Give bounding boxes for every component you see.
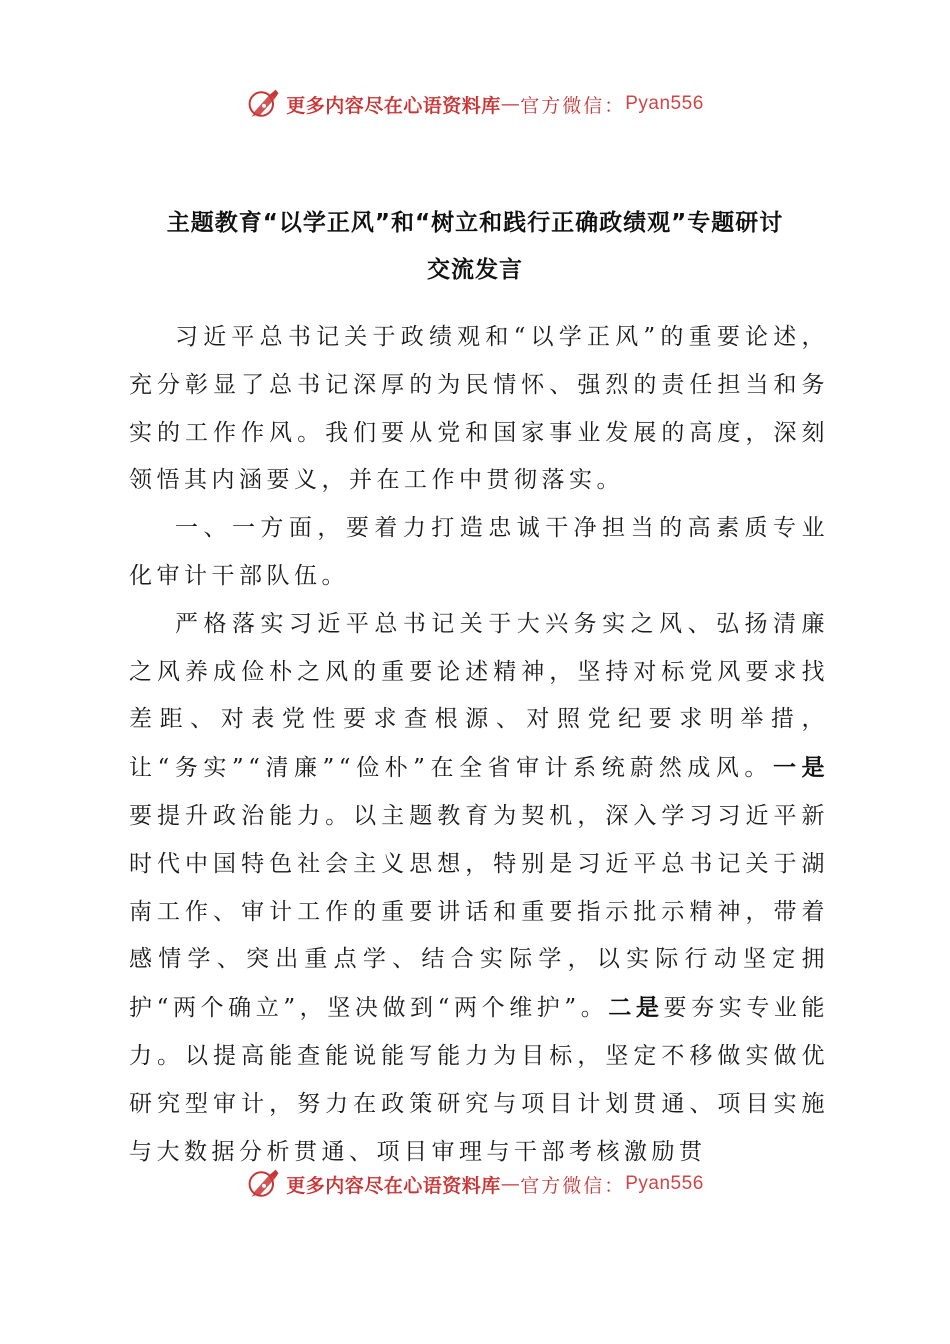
paragraph-3-bold-2: 二是 bbox=[608, 994, 664, 1022]
title-line-2: 交流发言 bbox=[427, 257, 523, 283]
watermark-official: 官方微信： bbox=[520, 94, 626, 117]
watermark-banner-top bbox=[0, 84, 950, 124]
watermark-wechat-id: Pyan556 bbox=[625, 93, 704, 114]
pen-nib-logo-icon bbox=[246, 1166, 282, 1202]
document-body bbox=[129, 314, 829, 1176]
watermark-brand: 更多内容尽在心语资料库 bbox=[286, 1174, 501, 1197]
watermark-banner-bottom bbox=[0, 1164, 950, 1204]
pen-nib-logo-icon bbox=[246, 86, 282, 122]
watermark-dash: — bbox=[500, 93, 521, 115]
paragraph-3-part-1: 严格落实习近平总书记关于大兴务实之风、弘扬清廉之风养成俭朴之风的重要论述精神，坚持对标党风要求找差距、对表党性要求查根源、对照党纪要求明举措，让“务实”“清廉”“俭朴”在全省审计系统蔚然成风。 bbox=[129, 610, 829, 782]
watermark-wechat-id: Pyan556 bbox=[625, 1173, 704, 1194]
paragraph-3-bold-1: 一是 bbox=[772, 754, 829, 782]
watermark-brand: 更多内容尽在心语资料库 bbox=[286, 94, 501, 117]
paragraph-3-part-3: 要夯实专业能力。以提高能查能说能写能力为目标，坚定不移做实做优研究型审计，努力在政策研究与项目计划贯通、项目实施与大数据分析贯通、项目审理与干部考核激励贯 bbox=[129, 995, 830, 1165]
paragraph-1: 习近平总书记关于政绩观和“以学正风”的重要论述，充分彰显了总书记深厚的为民情怀、强烈的责任担当和务实的工作作风。我们要从党和国家事业发展的高度，深刻领悟其内涵要义，并在工作中贯彻落实。 bbox=[129, 324, 829, 494]
watermark-dash: — bbox=[500, 1173, 521, 1195]
document-title bbox=[100, 200, 850, 294]
paragraph-2: 一、一方面，要着力打造忠诚干净担当的高素质专业化审计干部队伍。 bbox=[129, 515, 829, 589]
title-line-1: 主题教育“以学正风”和“树立和践行正确政绩观”专题研讨 bbox=[166, 210, 784, 236]
watermark-official: 官方微信： bbox=[520, 1174, 626, 1197]
paragraph-3-part-2: 要提升政治能力。以主题教育为契机，深入学习习近平新时代中国特色社会主义思想，特别是习近平总书记关于湖南工作、审计工作的重要讲话和重要指示批示精神，带着感情学、突出重点学、结合实际学，以实际行动坚定拥护“两个确立”，坚决做到“两个维护”。 bbox=[129, 802, 829, 1022]
paragraph-3 bbox=[129, 601, 829, 1177]
